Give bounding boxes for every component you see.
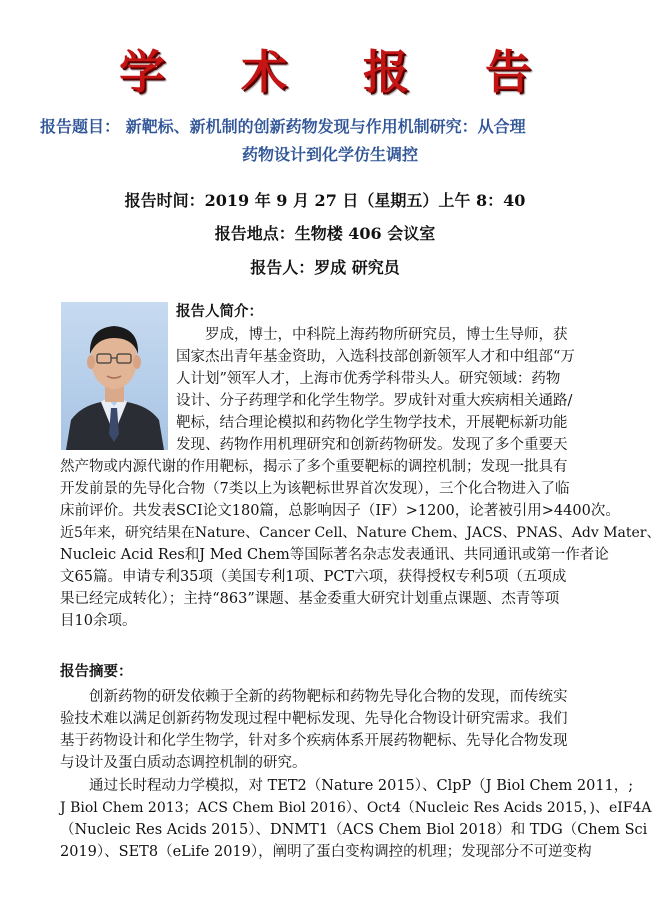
page-title: 学 术 报 告 [118, 45, 562, 99]
report-place: 报告地点：生物楼 406 会议室 [214, 224, 436, 243]
bio-paragraph-indented [176, 324, 592, 456]
abstract-line: J Biol Chem 2013；ACS Chem Biol 2016）、Oct4（Nucleic Res Acids 2015，)、eIF4A [60, 800, 652, 816]
report-speaker: 报告人：罗成 研究员 [250, 258, 400, 277]
abstract-line: 通过长时程动力学模拟，对 TET2（Nature 2015）、ClpP（J Biol Chem 2011，; [89, 778, 634, 794]
bio-line: 靶标，结合理论模拟和药物化学生物学技术，开展靶标新功能 [176, 415, 568, 431]
bio-line: 发现、药物作用机理研究和创新药物研发。发现了多个重要天 [176, 437, 568, 453]
bio-line: 人计划”领军人才，上海市优秀学科带头人。研究领域：药物 [176, 371, 561, 387]
abstract-label: 报告摘要： [60, 663, 133, 680]
abstract-paragraph-1 [60, 686, 594, 774]
bio-line: 国家杰出青年基金资助，入选科技部创新领军人才和中组部“万 [176, 349, 575, 365]
report-topic [40, 113, 620, 169]
bio-line: 果已经完成转化）；主持“863”课题、基金委重大研究计划重点课题、杰青等项 [60, 591, 560, 607]
abstract-line: 2019）、SET8（eLife 2019），阐明了蛋白变构调控的机理；发现部分不可逆变构 [60, 844, 592, 860]
bio-line: 文65篇。申请专利35项（美国专利1项、PCT六项，获得授权专利5项（五项成 [60, 569, 567, 585]
topic-line-1: 报告题目： 新靶标、新机制的创新药物发现与作用机制研究：从合理 [40, 117, 526, 136]
report-time: 报告时间：2019 年 9 月 27 日（星期五）上午 8：40 [124, 191, 526, 210]
abstract-line: 验技术难以满足创新药物发现过程中靶标发现、先导化合物设计研究需求。我们 [60, 711, 568, 727]
bio-line: 床前评价。共发表SCI论文180篇，总影响因子（IF）>1200，论著被引用>4400次。 [60, 503, 620, 519]
bio-line: 开发前景的先导化合物（7类以上为该靶标世界首次发现），三个化合物进入了临 [60, 481, 570, 497]
bio-line: Nucleic Acid Res和J Med Chem等国际著名杂志发表通讯、共同通讯或第一作者论 [60, 547, 609, 563]
portrait-image [61, 302, 168, 450]
bio-label: 报告人简介： [176, 303, 263, 320]
abstract-line: 基于药物设计和化学生物学，针对多个疾病体系开展药物靶标、先导化合物发现 [60, 733, 568, 749]
bio-line: 设计、分子药理学和化学生物学。罗成针对重大疾病相关通路/ [176, 393, 573, 409]
bio-line: 然产物或内源代谢的作用靶标，揭示了多个重要靶标的调控机制；发现一批具有 [60, 459, 568, 475]
abstract-line: （Nucleic Res Acids 2015）、DNMT1（ACS Chem Biol 2018）和 TDG（Chem Sci [60, 822, 648, 838]
bio-line: 罗成，博士，中科院上海药物所研究员，博士生导师，获 [205, 327, 568, 343]
abstract-paragraph-2 [60, 775, 652, 863]
bio-line: 近5年来，研究结果在Nature、Cancer Cell、Nature Chem、JACS、PNAS、Adv Mater、 [60, 525, 661, 541]
abstract-line: 创新药物的研发依赖于全新的药物靶标和药物先导化合物的发现，而传统实 [89, 689, 568, 705]
bio-paragraph-full [60, 456, 661, 632]
topic-line-2: 药物设计到化学仿生调控 [241, 145, 418, 164]
bio-line: 目10余项。 [60, 613, 137, 629]
speaker-photo [61, 302, 168, 450]
abstract-line: 与设计及蛋白质动态调控机制的研究。 [60, 755, 307, 771]
